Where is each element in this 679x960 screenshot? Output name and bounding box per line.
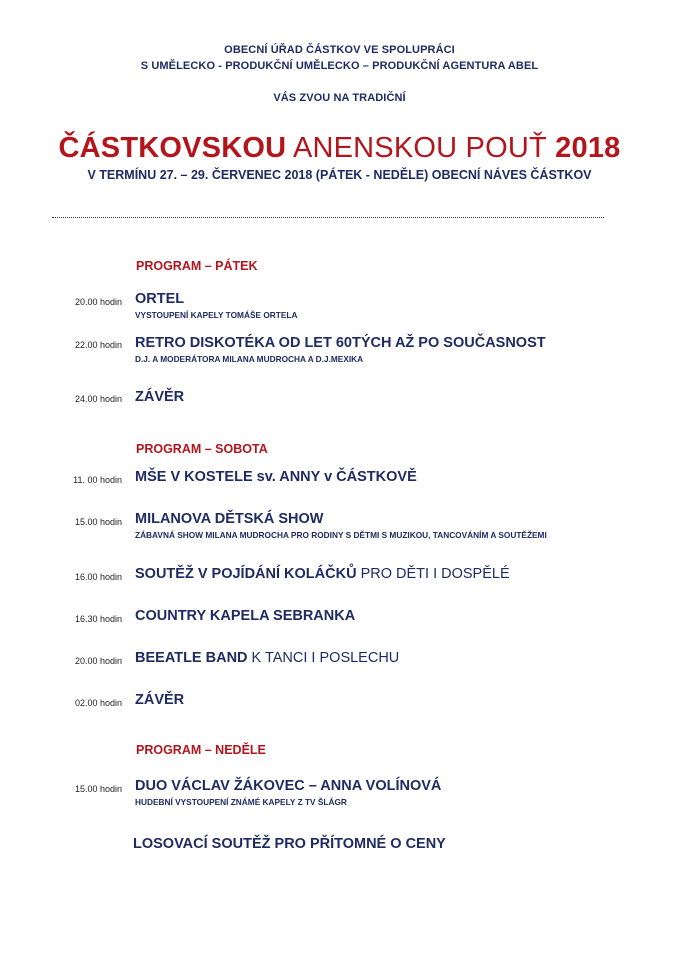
item-desc: ZÁBAVNÁ SHOW MILANA MUDROCHA PRO RODINY S DĚTMI S MUZIKOU, TANCOVÁNÍM A SOUTĚŽEMI: [135, 530, 547, 540]
item-desc: VYSTOUPENÍ KAPELY TOMÁŠE ORTELA: [135, 310, 298, 320]
item-time: 11. 00 hodin: [73, 475, 122, 485]
item-time: 02.00 hodin: [74, 698, 122, 708]
organizer-line: OBECNÍ ÚŘAD ČÁSTKOV VE SPOLUPRÁCI: [224, 44, 455, 56]
item-title: MILANOVA DĚTSKÁ SHOW: [135, 511, 324, 527]
item-desc: D.J. A MODERÁTORA MILANA MUDROCHA A D.J.MEXIKA: [135, 354, 364, 364]
item-title: ZÁVĚR: [135, 692, 185, 708]
item-extra: PRO DĚTI I DOSPĚLÉ: [356, 566, 510, 582]
item-time: 20.00 hodin: [74, 656, 122, 666]
item-title: RETRO DISKOTÉKA OD LET 60TÝCH AŽ PO SOUČASNOST: [135, 335, 546, 351]
item-title: MŠE V KOSTELE sv. ANNY v ČÁSTKOVĚ: [135, 469, 417, 485]
item-title: ORTEL: [135, 291, 185, 307]
item-title: DUO VÁCLAV ŽÁKOVEC – ANNA VOLÍNOVÁ: [135, 778, 442, 794]
section-heading-friday: PROGRAM – PÁTEK: [136, 259, 258, 273]
event-title-part1: ČÁSTKOVSKOU: [58, 132, 287, 164]
event-title: [0, 132, 679, 165]
item-time: 24.00 hodin: [74, 394, 122, 404]
item-title: ZÁVĚR: [135, 389, 185, 405]
section-heading-saturday: PROGRAM – SOBOTA: [136, 442, 268, 456]
item-time: 16.30 hodin: [74, 614, 122, 624]
item-title: COUNTRY KAPELA SEBRANKA: [135, 608, 356, 624]
item-time: 22.00 hodin: [74, 340, 122, 350]
item-time: 20.00 hodin: [74, 297, 122, 307]
item-title: BEEATLE BAND: [135, 650, 248, 666]
event-title-part2: ANENSKOU POUŤ: [286, 132, 556, 164]
item-time: 16.00 hodin: [74, 572, 122, 582]
item-desc: HUDEBNÍ VYSTOUPENÍ ZNÁMÉ KAPELY Z TV ŠLÁGR: [135, 797, 347, 807]
invite-line: VÁS ZVOU NA TRADIČNÍ: [273, 92, 406, 104]
agency-line: S UMĚLECKO - PRODUKČNÍ UMĚLECKO – PRODUKČNÍ AGENTURA ABEL: [140, 60, 539, 72]
raffle-announcement: LOSOVACÍ SOUTĚŽ PRO PŘÍTOMNÉ O CENY: [133, 836, 446, 852]
event-dates: V TERMÍNU 27. – 29. ČERVENEC 2018 (PÁTEK - NEDĚLE) OBECNÍ NÁVES ČÁSTKOV: [87, 168, 592, 182]
item-extra: K TANCI I POSLECHU: [247, 650, 400, 666]
item-title-with-extra: [135, 566, 510, 582]
item-title: SOUTĚŽ V POJÍDÁNÍ KOLÁČKŮ: [135, 566, 357, 582]
event-title-year: 2018: [555, 132, 621, 164]
item-title-with-extra: [135, 650, 399, 666]
item-time: 15.00 hodin: [74, 784, 122, 794]
dotted-divider: [52, 217, 604, 218]
item-time: 15.00 hodin: [74, 517, 122, 527]
section-heading-sunday: PROGRAM – NEDĚLE: [136, 743, 266, 757]
